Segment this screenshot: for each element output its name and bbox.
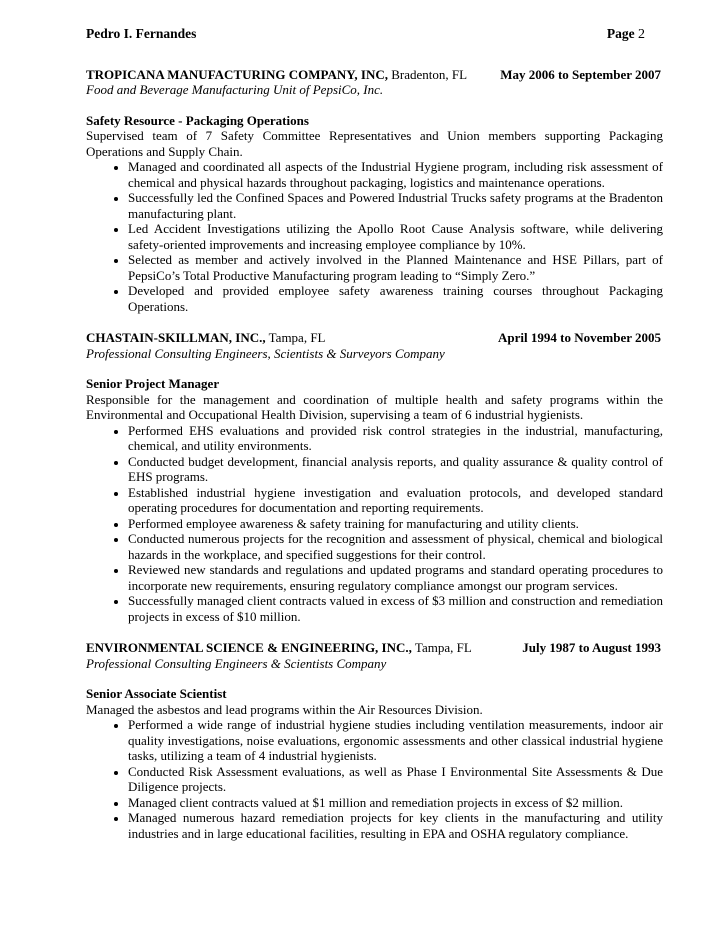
- bullet-item: • Conducted numerous projects for the recognition and assessment of physical, chemical and biological hazards in the workplace, and specified suggestions for their control.: [128, 531, 663, 562]
- page-indicator: [607, 26, 645, 43]
- company-description: Professional Consulting Engineers, Scientists & Surveyors Company: [86, 345, 445, 361]
- job-summary: Managed the asbestos and lead programs within the Air Resources Division.: [86, 701, 483, 717]
- company-name: ENVIRONMENTAL SCIENCE & ENGINEERING, INC.,: [86, 640, 412, 655]
- bullet-item: • Established industrial hygiene investigation and evaluation protocols, and developed standard operating procedures for documentation and reporting requirements.: [128, 485, 663, 516]
- bullet-item: • Successfully managed client contracts valued in excess of $3 million and construction and remediation projects in excess of $10 million.: [128, 593, 663, 624]
- job-entry: [86, 640, 663, 841]
- job-entry: [86, 330, 663, 624]
- page-number: 2: [638, 27, 645, 42]
- bullet-item: • Conducted budget development, financial analysis reports, and quality assurance & quality control of EHS programs.: [128, 454, 663, 485]
- bullet-item: • Conducted Risk Assessment evaluations, as well as Phase I Environmental Site Assessments & Due Diligence projects.: [128, 764, 663, 795]
- job-heading: [86, 330, 663, 346]
- job-title: Senior Project Manager: [86, 376, 220, 391]
- bullet-item: • Led Accident Investigations utilizing the Apollo Root Cause Analysis software, while delivering safety-oriented improvements and increasing employee compliance by 10%.: [128, 221, 663, 252]
- page-header: [86, 26, 663, 43]
- job-dates: July 1987 to August 1993: [522, 640, 661, 655]
- company-description: Food and Beverage Manufacturing Unit of PepsiCo, Inc.: [86, 82, 384, 97]
- company-description: Professional Consulting Engineers & Scientists Company: [86, 655, 387, 671]
- bullet-item: • Performed employee awareness & safety training for manufacturing and utility clients.: [128, 516, 663, 532]
- bullet-item: • Managed numerous hazard remediation projects for key clients in the manufacturing and utility industries and in large educational facilities, resulting in EPA and OSHA regulatory compliance.: [128, 810, 663, 841]
- job-heading: [86, 67, 663, 83]
- job-bullets: [86, 423, 663, 625]
- page-label: Page: [606, 26, 635, 41]
- bullet-item: • Selected as member and actively involved in the Planned Maintenance and HSE Pillars, part of PepsiCo’s Total Productive Manufacturing program leading to “Simply Zero.”: [128, 252, 663, 283]
- company-location: Tampa, FL: [268, 330, 326, 345]
- job-bullets: [86, 717, 663, 841]
- job-bullets: [86, 159, 663, 314]
- job-title: Senior Associate Scientist: [86, 686, 227, 701]
- company-name: CHASTAIN-SKILLMAN, INC.,: [86, 330, 266, 345]
- bullet-item: • Reviewed new standards and regulations and updated programs and standard operating procedures to incorporate new requirements, ensuring regulatory compliance amongst our program services.: [128, 562, 663, 593]
- job-title: Safety Resource - Packaging Operations: [86, 112, 309, 128]
- bullet-item: • Performed a wide range of industrial hygiene studies including ventilation measurements, indoor air quality investigations, noise evaluations, ergonomic assessments and other classical industrial hygiene tasks, utilizing a team of 4 industrial hygienists.: [128, 717, 663, 764]
- job-summary: Supervised team of 7 Safety Committee Representatives and Union members supporting Packaging Operations and Supply Chain.: [86, 128, 663, 159]
- job-dates: April 1994 to November 2005: [498, 330, 661, 345]
- company-location: Tampa, FL: [414, 640, 472, 655]
- bullet-item: • Performed EHS evaluations and provided risk control strategies in the industrial, manufacturing, chemical, and utility environments.: [128, 423, 663, 454]
- bullet-item: • Managed and coordinated all aspects of the Industrial Hygiene program, including risk assessment of chemical and physical hazards throughout packaging, logistics and maintenance operations.: [128, 159, 663, 190]
- resume-page: [86, 26, 663, 857]
- bullet-item: • Successfully led the Confined Spaces and Powered Industrial Trucks safety programs at the Bradenton manufacturing plant.: [128, 190, 663, 221]
- job-heading: [86, 640, 663, 656]
- job-dates: May 2006 to September 2007: [500, 66, 661, 82]
- job-entry: [86, 67, 663, 315]
- bullet-item: • Managed client contracts valued at $1 million and remediation projects in excess of $2 million.: [128, 795, 663, 811]
- candidate-name: Pedro I. Fernandes: [86, 26, 197, 41]
- job-summary: Responsible for the management and coordination of multiple health and safety programs within the Environmental and Occupational Health Division, supervising a team of 6 industrial hygienists.: [86, 391, 663, 422]
- company-location: Bradenton, FL: [391, 66, 468, 82]
- bullet-item: • Developed and provided employee safety awareness training courses throughout Packaging Operations.: [128, 283, 663, 314]
- company-name: TROPICANA MANUFACTURING COMPANY, INC,: [86, 66, 389, 82]
